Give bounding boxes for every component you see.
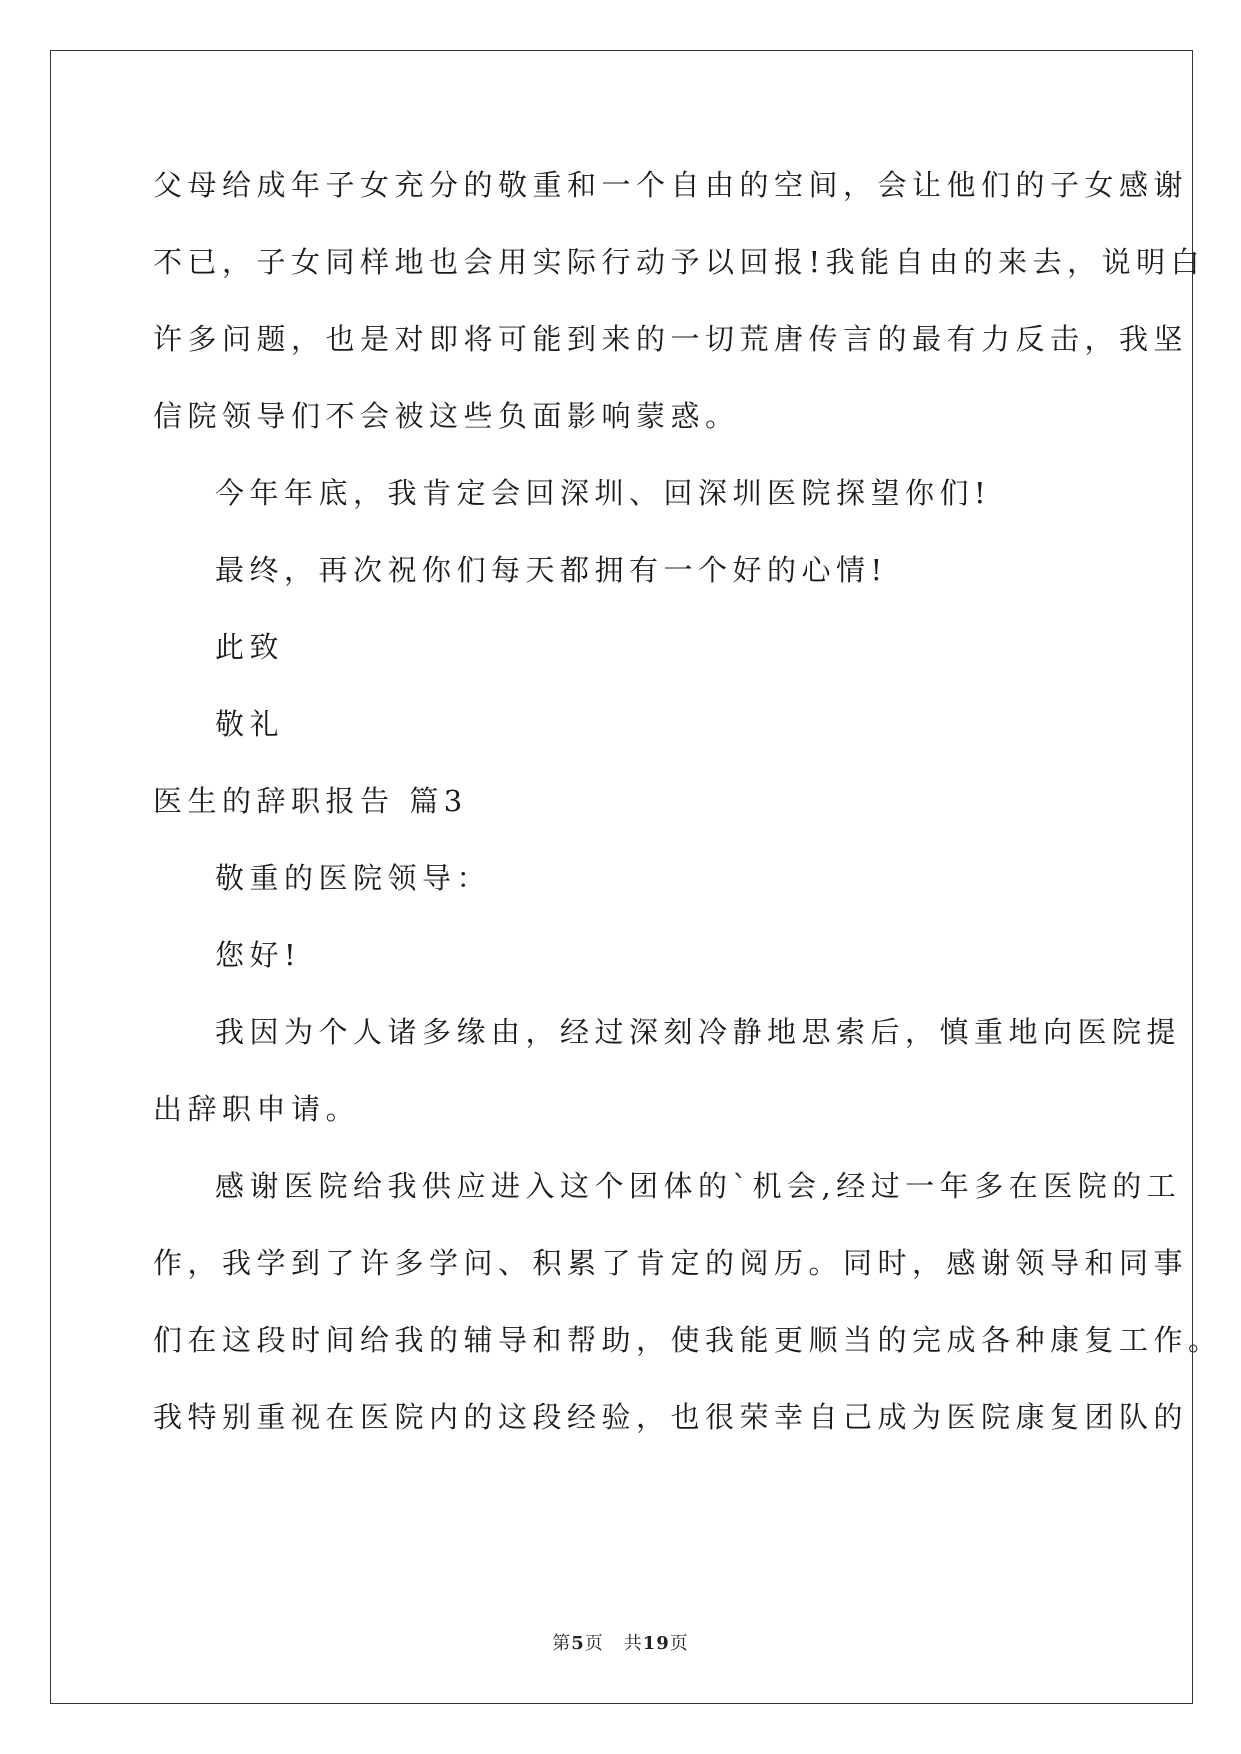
page-number: 5: [571, 1633, 585, 1654]
total-prefix: 共: [623, 1633, 643, 1654]
letter-greeting: 敬重的医院领导：: [215, 861, 492, 895]
closing-regards: 敬礼: [215, 707, 285, 741]
paragraph-line: 出辞职申请。: [153, 1092, 361, 1126]
letter-hello: 您好!: [215, 938, 302, 972]
section-heading: 医生的辞职报告 篇3: [153, 784, 468, 818]
page-footer: [0, 1632, 1241, 1656]
paragraph-line: 感谢医院给我供应进入这个团体的`机会,经过一年多在医院的工: [215, 1169, 1182, 1203]
paragraph-line: 作，我学到了许多学问、积累了肯定的阅历。同时，感谢领导和同事: [153, 1246, 1189, 1280]
paragraph-line: 今年年底，我肯定会回深圳、回深圳医院探望你们!: [215, 476, 992, 510]
paragraph-line: 不已，子女同样地也会用实际行动予以回报!我能自由的来去，说明白: [153, 245, 1206, 279]
closing-salutation: 此致: [215, 630, 285, 664]
paragraph-line: 许多问题，也是对即将可能到来的一切荒唐传言的最有力反击，我坚: [153, 322, 1189, 356]
paragraph-line: 信院领导们不会被这些负面影响蒙惑。: [153, 399, 740, 433]
paragraph-line: 们在这段时间给我的辅导和帮助，使我能更顺当的完成各种康复工作。: [153, 1323, 1223, 1357]
paragraph-line: 最终，再次祝你们每天都拥有一个好的心情!: [215, 553, 888, 587]
page-prefix: 第: [552, 1633, 572, 1654]
page-total: 19: [642, 1633, 670, 1654]
paragraph-line: 我特别重视在医院内的这段经验，也很荣幸自己成为医院康复团队的: [153, 1400, 1189, 1434]
total-suffix: 页: [669, 1633, 689, 1654]
paragraph-line: 父母给成年子女充分的敬重和一个自由的空间，会让他们的子女感谢: [153, 168, 1189, 202]
page-suffix: 页: [584, 1633, 604, 1654]
paragraph-line: 我因为个人诸多缘由，经过深刻冷静地思索后，慎重地向医院提: [215, 1015, 1182, 1049]
